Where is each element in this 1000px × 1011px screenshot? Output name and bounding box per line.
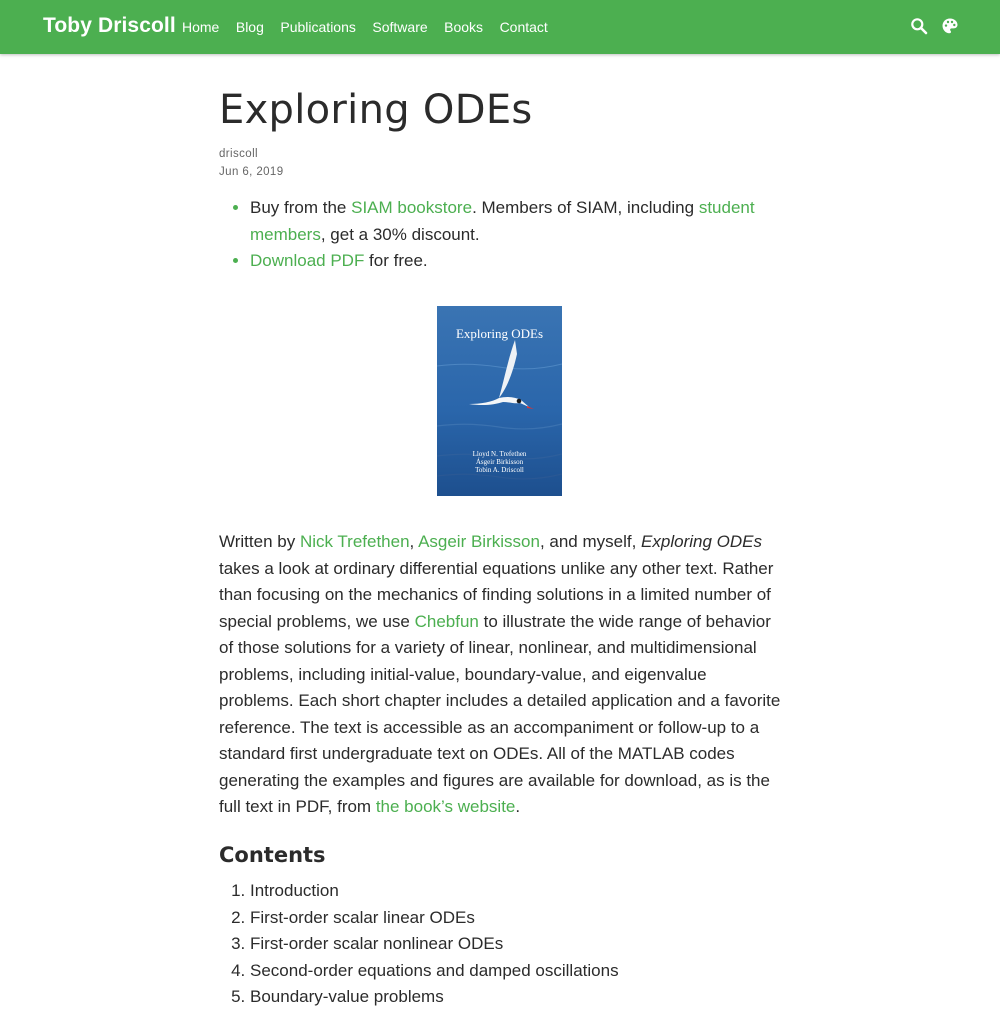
student-members-link[interactable]: student members [250,198,755,244]
navbar [0,0,1000,54]
text: Written by [219,532,300,551]
purchase-list [219,195,781,275]
book-website-link[interactable]: the book’s website [375,797,516,816]
site-brand[interactable]: Toby Driscoll [43,14,176,37]
text: , get a 30% discount. [320,224,480,244]
nav-link-books[interactable]: Books [444,19,484,35]
text: takes a look at ordinary differential equations unlike any other text. Rather than focusing on the mechanics of finding solutions in a limited number of special problems, we use [219,558,774,631]
page-title: Exploring ODEs [219,87,533,133]
contents-list [219,878,812,1011]
book-title-emphasis: Exploring ODEs [641,532,762,551]
list-item: 5. Boundary-value problems [250,984,812,1011]
nick-trefethen-link[interactable]: Nick Trefethen [299,532,410,551]
post-author: driscoll [219,148,258,160]
post-date: Jun 6, 2019 [219,166,284,178]
cover-author: Tobin A. Driscoll [475,466,524,474]
asgeir-birkisson-link[interactable]: Asgeir Birkisson [418,532,540,551]
nav-link-publications[interactable]: Publications [280,19,356,35]
text: . [515,797,521,816]
cover-author: Ásgeir Birkisson [475,458,524,466]
description-paragraph [219,529,781,821]
list-item [250,195,781,248]
list-item: 1. Introduction [250,878,812,905]
article [219,84,781,275]
list-item: 3. First-order scalar nonlinear ODEs [250,931,812,958]
nav-link-blog[interactable]: Blog [235,19,264,35]
nav-link-contact[interactable]: Contact [499,19,548,35]
contents-heading: Contents [219,843,326,867]
book-cover [437,306,562,496]
text: for free. [364,251,428,270]
siam-bookstore-link[interactable]: SIAM bookstore [351,198,473,217]
nav-link-software[interactable]: Software [372,19,428,35]
text: , [409,532,419,551]
nav-links [182,18,564,36]
post-meta [219,145,781,181]
cover-author: Lloyd N. Trefethen [472,450,527,458]
text: , and myself, [539,532,642,551]
text: Buy from the [250,198,352,217]
list-item: 4. Second-order equations and damped oscillations [250,958,812,985]
text: to illustrate the wide range of behavior of those solutions for a variety of linear, nonlinear, and multidimensional problems, including initial-value, boundary-value, and eigenvalue problems. Each short chapter includes a detailed application and a favorite reference. The text is accessible as an accompaniment or follow-up to a standard first undergraduate text on ODEs. All of the MATLAB codes generating the examples and figures are available for download, as is the full text in PDF, from [219,611,781,816]
list-item [250,248,781,275]
cover-title: Exploring ODEs [455,326,544,341]
chebfun-link[interactable]: Chebfun [414,611,479,631]
palette-icon[interactable] [941,17,959,35]
search-icon[interactable] [910,17,928,35]
list-item: 2. First-order scalar linear ODEs [250,905,812,932]
cover-authors [437,450,562,474]
nav-link-home[interactable]: Home [182,19,220,35]
text: . Members of SIAM, including [472,198,699,217]
download-pdf-link[interactable]: Download PDF [250,251,365,270]
